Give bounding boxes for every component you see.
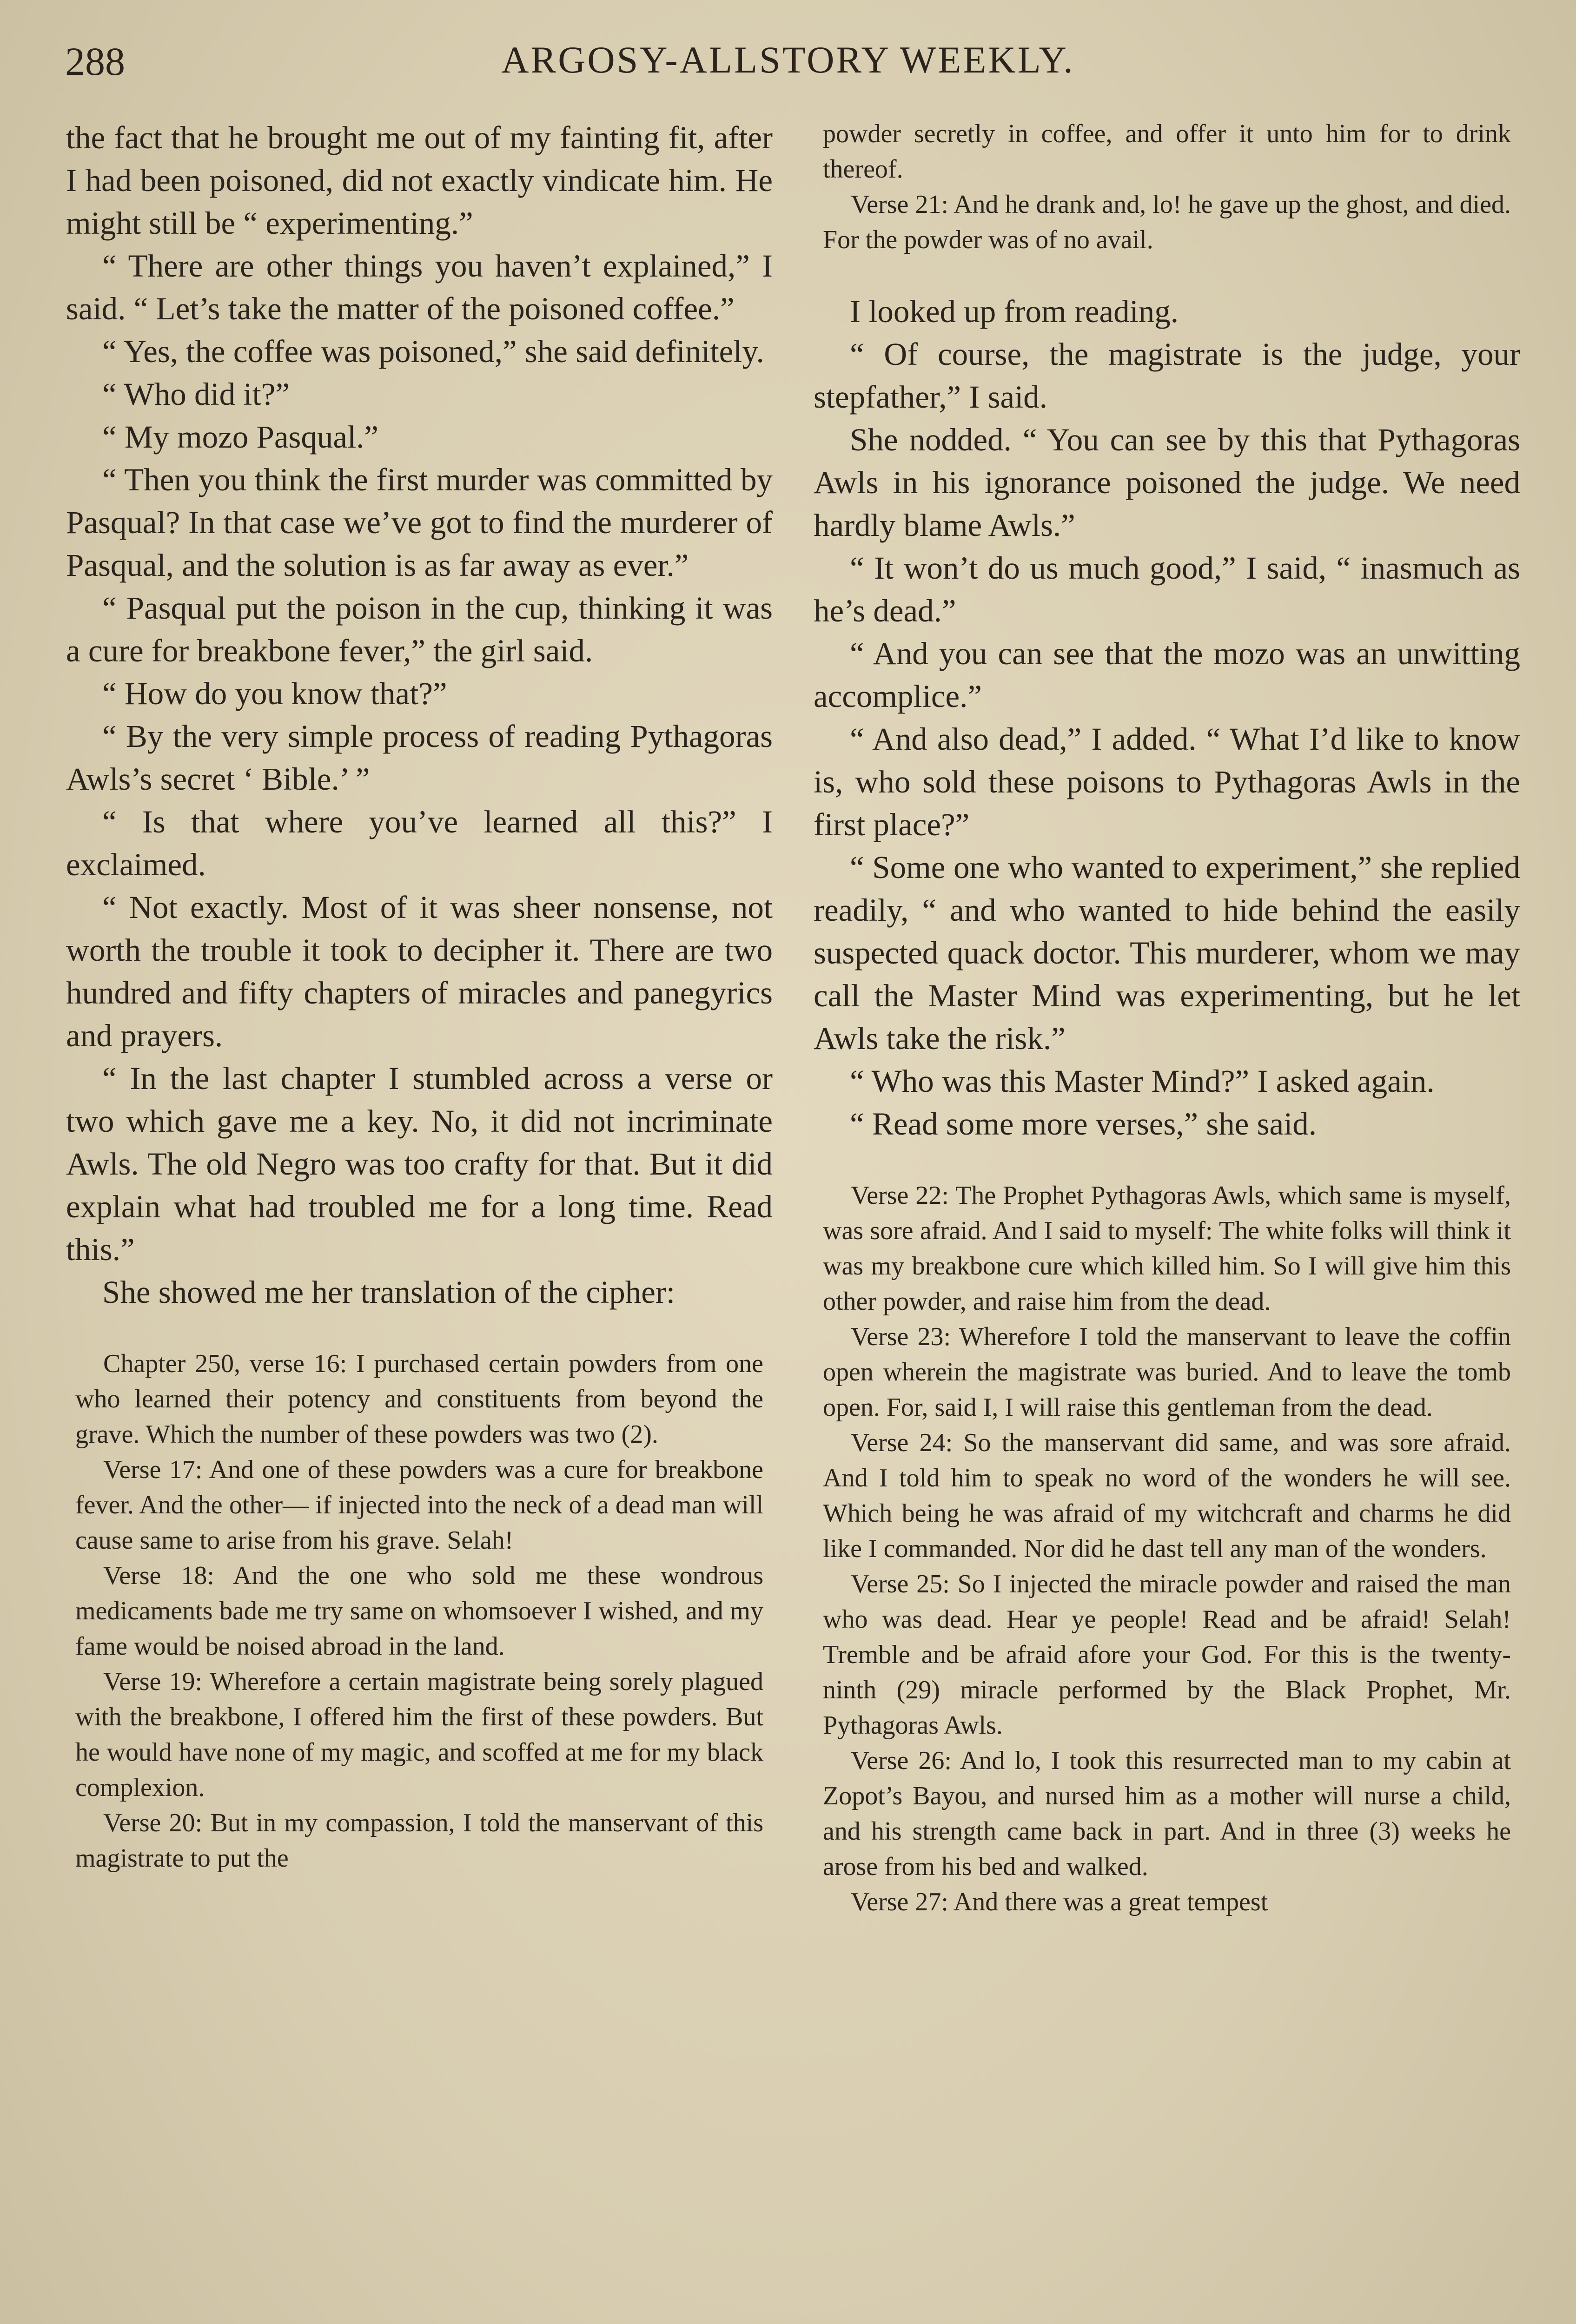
- paragraph: “ Who did it?”: [102, 376, 290, 412]
- paragraph: “ Some one who wanted to experiment,” she replied readily, “ and who wanted to hide behind the easily suspected quack doctor. This murderer, whom we may call the Master Mind was experimenting, but he let Awls take the risk.”: [814, 850, 1520, 1056]
- paragraph: She nodded. “ You can see by this that Pythagoras Awls in his ignorance poisoned the judge. We need hardly blame Awls.”: [814, 422, 1520, 543]
- paragraph: “ By the very simple process of reading Pythagoras Awls’s secret ‘ Bible.’ ”: [66, 719, 773, 797]
- verse: Verse 22: The Prophet Pythagoras Awls, which same is myself, was sore afraid. And I said to myself: The white folks will think it was my breakbone cure which killed him. So I will give him this other powder, and raise him from the dead.: [823, 1181, 1511, 1316]
- verse: Verse 24: So the manservant did same, and was sore afraid. And I told him to speak no word of the wonders he will see. Which being he was afraid of my witchcraft and charms he did like I commanded. Nor did he dast tell any man of the wonders.: [823, 1428, 1511, 1563]
- verse: Verse 23: Wherefore I told the manservant to leave the coffin open wherein the magistrate was buried. And to leave the tomb open. For, said I, I will raise this gentleman from the dead.: [823, 1322, 1511, 1422]
- verse: Verse 18: And the one who sold me these wondrous medicaments bade me try same on whomsoever I wished, and my fame would be noised abroad in the land.: [75, 1561, 763, 1661]
- verse: Verse 20: But in my compassion, I told the manservant of this magistrate to put the: [75, 1809, 763, 1873]
- paragraph: “ And you can see that the mozo was an unwitting accomplice.”: [814, 636, 1520, 714]
- verse: Verse 27: And there was a great tempest: [851, 1888, 1268, 1916]
- paragraph: “ Is that where you’ve learned all this?” I exclaimed.: [66, 804, 773, 882]
- paragraph: “ Then you think the first murder was committed by Pasqual? In that case we’ve got to find the murderer of Pasqual, and the solution is as far away as ever.”: [66, 462, 773, 583]
- running-head: ARGOSY-ALLSTORY WEEKLY.: [501, 39, 1075, 81]
- verse: Verse 25: So I injected the miracle powder and raised the man who was dead. Hear ye people! Read and be afraid! Selah! Tremble and be afraid afore your God. For this is the twenty-ninth (29) miracle performed by the Black Prophet, Mr. Pythagoras Awls.: [823, 1570, 1511, 1740]
- verse: Verse 21: And he drank and, lo! he gave up the ghost, and died. For the powder was of no avail.: [823, 190, 1511, 254]
- paragraph: I looked up from reading.: [850, 294, 1179, 329]
- paragraph: She showed me her translation of the cipher:: [102, 1274, 675, 1310]
- paragraph: “ In the last chapter I stumbled across a verse or two which gave me a key. No, it did not incriminate Awls. The old Negro was too crafty for that. But it did explain what had troubled me for a long time. Read this.”: [66, 1061, 773, 1267]
- more-verses: [814, 1178, 1520, 1920]
- paragraph: “ Not exactly. Most of it was sheer nonsense, not worth the trouble it took to decipher it. There are two hundred and fifty chapters of miracles and panegyrics and prayers.: [66, 890, 773, 1053]
- verse: Chapter 250, verse 16: I purchased certain powders from one who learned their potency and constituents from beyond the grave. Which the number of these powders was two (2).: [75, 1349, 763, 1449]
- page-number: 288: [65, 39, 125, 84]
- paragraph: “ There are other things you haven’t explained,” I said. “ Let’s take the matter of the poisoned coffee.”: [66, 248, 773, 326]
- spacer: [814, 257, 1520, 290]
- paragraph: “ My mozo Pasqual.”: [102, 419, 379, 455]
- spacer: [66, 1314, 773, 1346]
- left-column: [66, 116, 773, 2324]
- verse: Verse 19: Wherefore a certain magistrate being sorely plagued with the breakbone, I offered him the first of these powders. But he would have none of my magic, and scoffed at me for my black complexion.: [75, 1667, 763, 1802]
- paragraph: “ Yes, the coffee was poisoned,” she said definitely.: [102, 334, 764, 369]
- paragraph: “ Pasqual put the poison in the cup, thinking it was a cure for breakbone fever,” the girl said.: [66, 590, 773, 668]
- paragraph: “ It won’t do us much good,” I said, “ inasmuch as he’s dead.”: [814, 550, 1520, 628]
- cipher-translation: [66, 1346, 773, 1876]
- paragraph: “ Who was this Master Mind?” I asked again.: [850, 1063, 1435, 1099]
- page-header: [65, 38, 1511, 94]
- right-column: [814, 116, 1520, 2324]
- verse: Verse 17: And one of these powders was a cure for breakbone fever. And the other— if injected into the neck of a dead man will cause same to arise from his grave. Selah!: [75, 1455, 763, 1555]
- cipher-translation-continued: [814, 116, 1520, 257]
- paragraph: “ Read some more verses,” she said.: [850, 1106, 1317, 1142]
- paragraph: the fact that he brought me out of my fainting fit, after I had been poisoned, did not exactly vindicate him. He might still be “ experimenting.”: [66, 120, 773, 241]
- spacer: [814, 1145, 1520, 1178]
- paragraph: “ Of course, the magistrate is the judge, your stepfather,” I said.: [814, 337, 1520, 415]
- paragraph: “ And also dead,” I added. “ What I’d like to know is, who sold these poisons to Pythagoras Awls in the first place?”: [814, 721, 1520, 842]
- paragraph: “ How do you know that?”: [102, 676, 447, 711]
- verse: Verse 26: And lo, I took this resurrected man to my cabin at Zopot’s Bayou, and nursed him as a mother will nurse a child, and his strength came back in part. And in three (3) weeks he arose from his bed and walked.: [823, 1746, 1511, 1881]
- verse: powder secretly in coffee, and offer it unto him for to drink thereof.: [823, 119, 1511, 184]
